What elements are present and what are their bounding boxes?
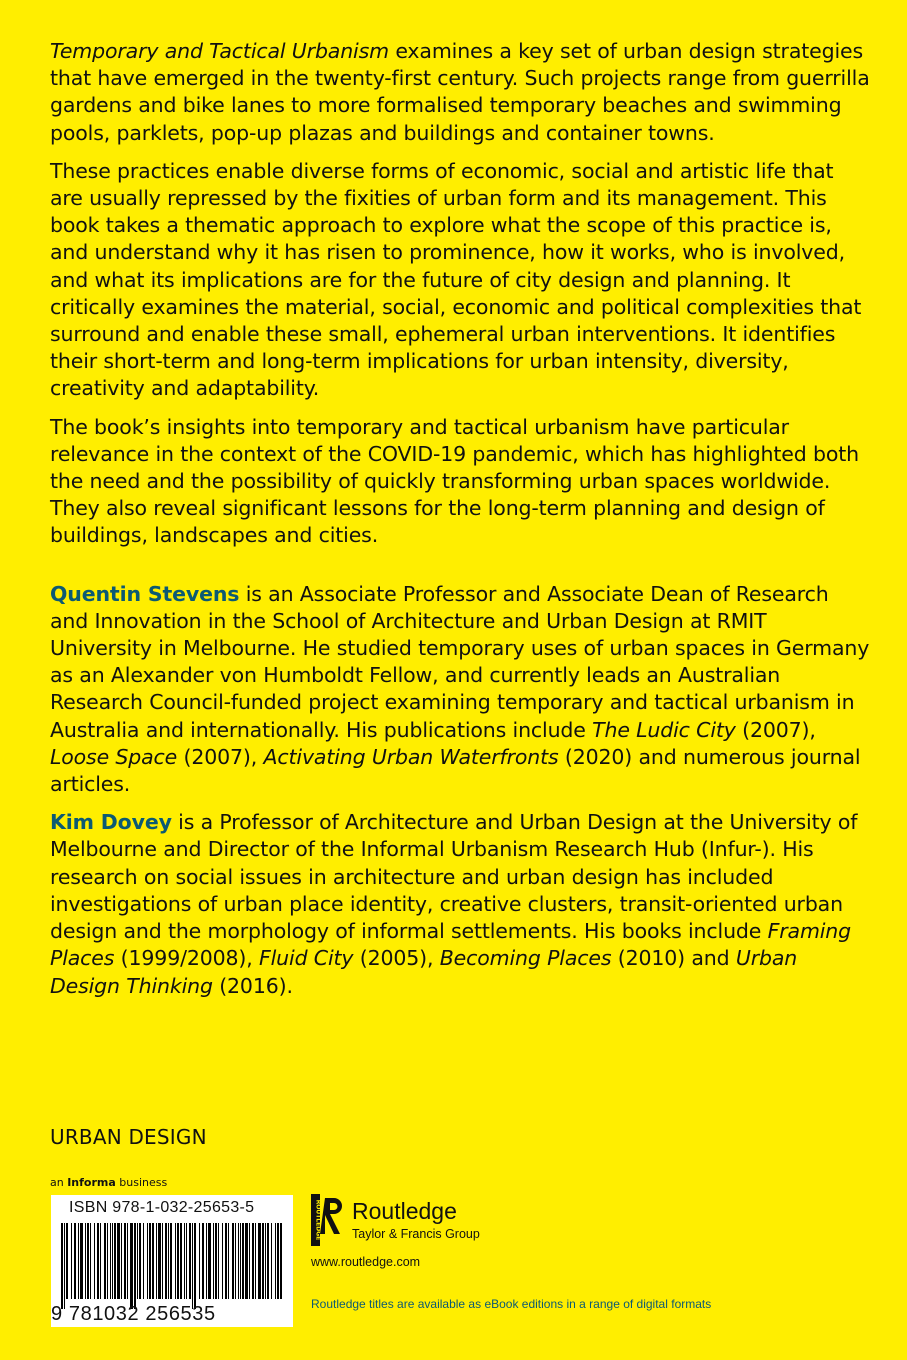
barcode-bar [97, 1223, 99, 1299]
barcode-bar [202, 1223, 204, 1299]
barcode-bar [71, 1223, 72, 1299]
barcode-bar [87, 1223, 89, 1299]
barcode-bar [152, 1223, 154, 1299]
barcode-bar [242, 1223, 244, 1299]
barcode-bar [235, 1223, 236, 1299]
isbn-label: ISBN 978-1-032-25653-5 [69, 1199, 255, 1216]
barcode-bar [170, 1223, 172, 1299]
barcode-bar [189, 1223, 191, 1299]
barcode-bar [78, 1223, 79, 1299]
barcode-bar [114, 1223, 116, 1299]
barcode-bar [271, 1223, 272, 1299]
barcode-bar [137, 1223, 138, 1299]
blurb-paragraph-2: These practices enable diverse forms of economic, social and artistic life that are usually repressed by the fixities of urban form and its management. This book takes a thematic approach to explore what the scope of this practice is, and understand why it has risen to prominence, how it works, who is involved, and what its implications are for the future of city design and planning. It critically examines the material, social, economic and political complexities that surround and enable these small, ephemeral urban interventions. It identifies their short-term and long-term implications for urban intensity, diversity, creativity and adaptability. [50, 158, 862, 401]
barcode-bar [177, 1223, 179, 1299]
barcode-bar [64, 1223, 65, 1309]
informa-tagline: an Informa business [50, 1176, 168, 1189]
barcode-bar [184, 1223, 185, 1299]
barcode-bar [275, 1223, 276, 1299]
barcode-bar [149, 1223, 151, 1299]
barcode-bar [208, 1223, 211, 1299]
publisher-website[interactable]: www.routledge.com [311, 1255, 421, 1269]
barcode-bar [232, 1223, 234, 1299]
barcode-bar [252, 1223, 254, 1299]
barcode-bar [267, 1223, 269, 1299]
barcode-bar [110, 1223, 111, 1299]
barcode-bar [94, 1223, 95, 1299]
barcode-bar [124, 1223, 126, 1299]
barcode-bar [85, 1223, 86, 1299]
barcode-bar [218, 1223, 219, 1299]
barcode-bar [147, 1223, 148, 1299]
barcode-bar [262, 1223, 264, 1299]
barcode-bar [80, 1223, 83, 1299]
subject-category: URBAN DESIGN [50, 1125, 207, 1149]
barcode-bar [277, 1223, 279, 1299]
author-name: Quentin Stevens [50, 581, 240, 606]
barcode-bar [245, 1223, 248, 1299]
author-name: Kim Dovey [50, 810, 172, 835]
barcode-bar [156, 1223, 157, 1299]
barcode-bar [117, 1223, 120, 1299]
barcode-bar [249, 1223, 250, 1299]
barcode-bar [228, 1223, 229, 1299]
barcode-bar [107, 1223, 108, 1299]
barcode-bar [130, 1223, 133, 1309]
barcode-bar [162, 1223, 163, 1299]
barcode-bar [186, 1223, 187, 1299]
barcode-bar [90, 1223, 91, 1299]
book-title: Temporary and Tactical Urbanism [50, 39, 389, 63]
barcode-bar [194, 1223, 196, 1309]
barcode-bar [66, 1223, 68, 1299]
barcode-bar [240, 1223, 241, 1299]
author-bio-1: Quentin Stevens is an Associate Professor and Associate Dean of Research and Innovation in the School of Architecture and Urban Design at RMIT University in Melbourne. He studied temporary uses of urban spaces in Germany as an Alexander von Humboldt Fellow, and currently leads an Australian Research Council-funded project examining temporary and tactical urbanism in Australia and internationally. His publications include The Ludic City (2007), Loose Space (2007), Activating Urban Waterfronts (2020) and numerous journal articles. [50, 581, 870, 797]
barcode-bar [180, 1223, 182, 1299]
barcode-bar [165, 1223, 167, 1299]
blurb-paragraph-1: Temporary and Tactical Urbanism examines a key set of urban design strategies that have emerged in the twenty-first century. Such projects range from guerrilla gardens and bike lanes to more formalised temporary beaches and swimming pools, parklets, pop-up plazas and buildings and container towns. [50, 39, 870, 145]
author-bio-2: Kim Dovey is a Professor of Architecture and Urban Design at the University of Melbourne and Director of the Informal Urbanism Research Hub (Infur-). His research on social issues in architecture and urban design has included investigations of urban place identity, creative clusters, transit-oriented urban design and the morphology of informal settlements. His books include Framing Places (1999/2008), Fluid City (2005), Becoming Places (2010) and Urban Design Thinking (2016). [50, 810, 858, 998]
barcode-bar [215, 1223, 217, 1299]
isbn-barcode [51, 1195, 293, 1327]
barcode-digits: 9 781032 256535 [51, 1303, 216, 1325]
barcode-bar [112, 1223, 113, 1299]
barcode-bar [74, 1223, 76, 1299]
ebook-note: Routledge titles are available as eBook editions in a range of digital formats [311, 1297, 712, 1311]
back-cover-text [50, 38, 870, 1011]
barcode-bar [238, 1223, 239, 1299]
barcode-bar [280, 1223, 282, 1299]
barcode-bar [206, 1223, 207, 1299]
barcode-bar [213, 1223, 214, 1299]
barcode-bar [265, 1223, 266, 1299]
barcode-bar [158, 1223, 161, 1299]
barcode-bar [258, 1223, 261, 1299]
barcode-bar [127, 1223, 128, 1299]
barcode-bars [61, 1223, 281, 1307]
publisher-name: Routledge [352, 1198, 457, 1224]
publisher-group: Taylor & Francis Group [352, 1227, 480, 1241]
barcode-bar [100, 1223, 101, 1299]
barcode-bar [168, 1223, 169, 1299]
barcode-bar [192, 1223, 193, 1309]
barcode-bar [139, 1223, 141, 1299]
barcode-bar [225, 1223, 227, 1299]
barcode-bar [143, 1223, 144, 1299]
barcode-bar [255, 1223, 256, 1299]
barcode-bar [199, 1223, 200, 1299]
logo-vertical-text: ROUTLEDGE [314, 1199, 322, 1241]
barcode-bar [61, 1223, 63, 1309]
barcode-bar [222, 1223, 223, 1299]
barcode-bar [175, 1223, 176, 1299]
barcode-bar [104, 1223, 106, 1299]
barcode-bar [121, 1223, 122, 1299]
routledge-logo-icon [311, 1194, 345, 1246]
blurb-paragraph-3: The book’s insights into temporary and tactical urbanism have particular relevance in the context of the COVID-19 pandemic, which has highlighted both the need and the possibility of quickly transforming urban spaces worldwide. They also reveal significant lessons for the long-term planning and design of buildings, landscapes and cities. [50, 414, 859, 548]
barcode-bar [134, 1223, 136, 1309]
